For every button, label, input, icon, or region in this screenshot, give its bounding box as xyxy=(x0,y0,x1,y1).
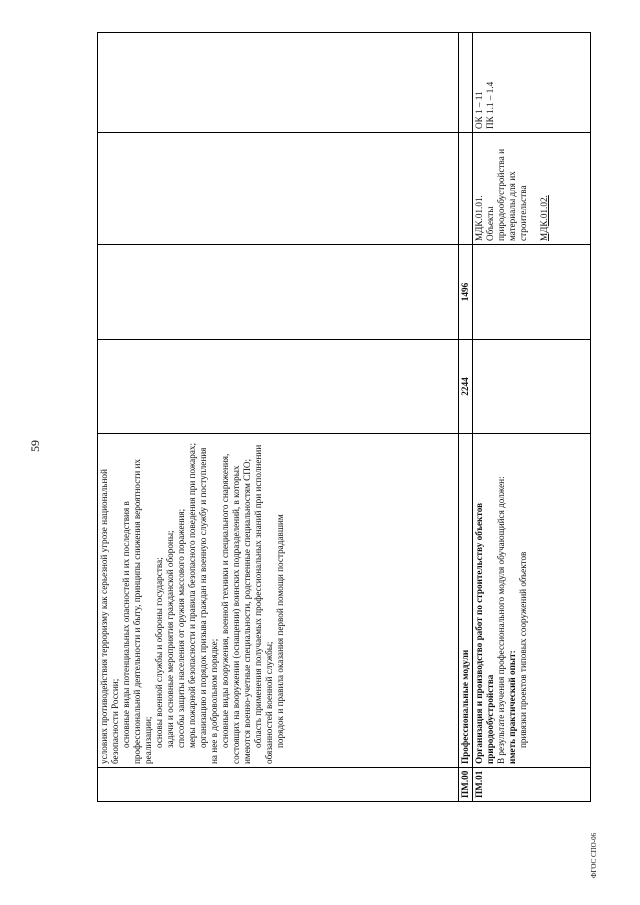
hours-max-cell: 2244 xyxy=(459,340,473,434)
table-row-pm01 xyxy=(473,33,591,802)
competencies-cell xyxy=(473,33,591,133)
hours-req-cell: 1496 xyxy=(459,245,473,340)
curriculum-table xyxy=(97,32,591,802)
hours-max-cell xyxy=(98,340,459,434)
mdk-cell xyxy=(459,133,473,245)
experience-label: иметь практический опыт: xyxy=(507,650,517,764)
code-cell: ПМ.00 xyxy=(459,768,473,802)
list-item: основные виды потенциальных опасностей и их последствия в профессиональной деятельности и быту, принципы снижения вероятности их реализации; xyxy=(121,458,153,764)
mdk-title: Объекты природообустройства и материалы для их строительства xyxy=(485,148,528,241)
footer-label: ФГОС СПО-06 xyxy=(590,832,598,878)
competency-pk: ПК 1.1 – 1.4 xyxy=(485,81,495,129)
competencies-cell xyxy=(98,33,459,133)
table-row-continuation xyxy=(98,33,459,802)
page-number: 59 xyxy=(28,440,42,452)
table-row-pm00 xyxy=(459,33,473,802)
list-item: задачи и основные мероприятия гражданской обороны; xyxy=(165,530,175,748)
list-item: область применения получаемых профессиональных знаний при исполнении обязанностей военной службы; xyxy=(253,444,274,764)
list-item: организацию и порядок призыва граждан на военную службу и поступления на нее в добровольном порядке; xyxy=(198,447,219,764)
rotated-page-content xyxy=(97,33,591,802)
list-item: основные виды вооружения, военной техники и специального снаряжения, состоящих на вооружении (оснащении) воинских подразделений, в которых имеются военно-учетные специальности, родственные специальностям СПО; xyxy=(220,453,252,764)
description-cell xyxy=(473,434,591,768)
list-item: привязки проектов типовых сооружений объектов xyxy=(518,551,528,748)
code-cell: ПМ.01 xyxy=(473,768,591,802)
module-intro: В результате изучения профессионального модуля обучающийся должен: xyxy=(496,476,506,764)
hours-req-cell xyxy=(473,245,591,340)
code-cell xyxy=(98,768,459,802)
list-item: основы военной службы и обороны государства; xyxy=(154,557,164,748)
mdk-code: МДК.01.02. xyxy=(539,195,549,241)
title-cell: Профессиональные модули xyxy=(459,434,473,768)
hours-max-cell xyxy=(473,340,591,434)
list-item: способы защиты населения от оружия массового поражения; xyxy=(176,508,186,748)
mdk-cell xyxy=(473,133,591,245)
competencies-cell xyxy=(459,33,473,133)
list-item: меры пожарной безопасности и правила безопасного поведения при пожарах; xyxy=(187,442,197,748)
mdk-code: МДК.01.01. xyxy=(474,195,484,241)
list-item: условиях противодействия терроризму как серьезной угрозе национальной безопасности России; xyxy=(99,469,120,764)
module-title: Организация и производство работ по строительству объектов природообустройства xyxy=(474,502,495,764)
description-cell xyxy=(98,434,459,768)
list-item: порядок и правила оказания первой помощи пострадавшим xyxy=(275,514,285,748)
hours-req-cell xyxy=(98,245,459,340)
mdk-cell xyxy=(98,133,459,245)
competency-ok: ОК 1 – 11 xyxy=(474,91,484,129)
